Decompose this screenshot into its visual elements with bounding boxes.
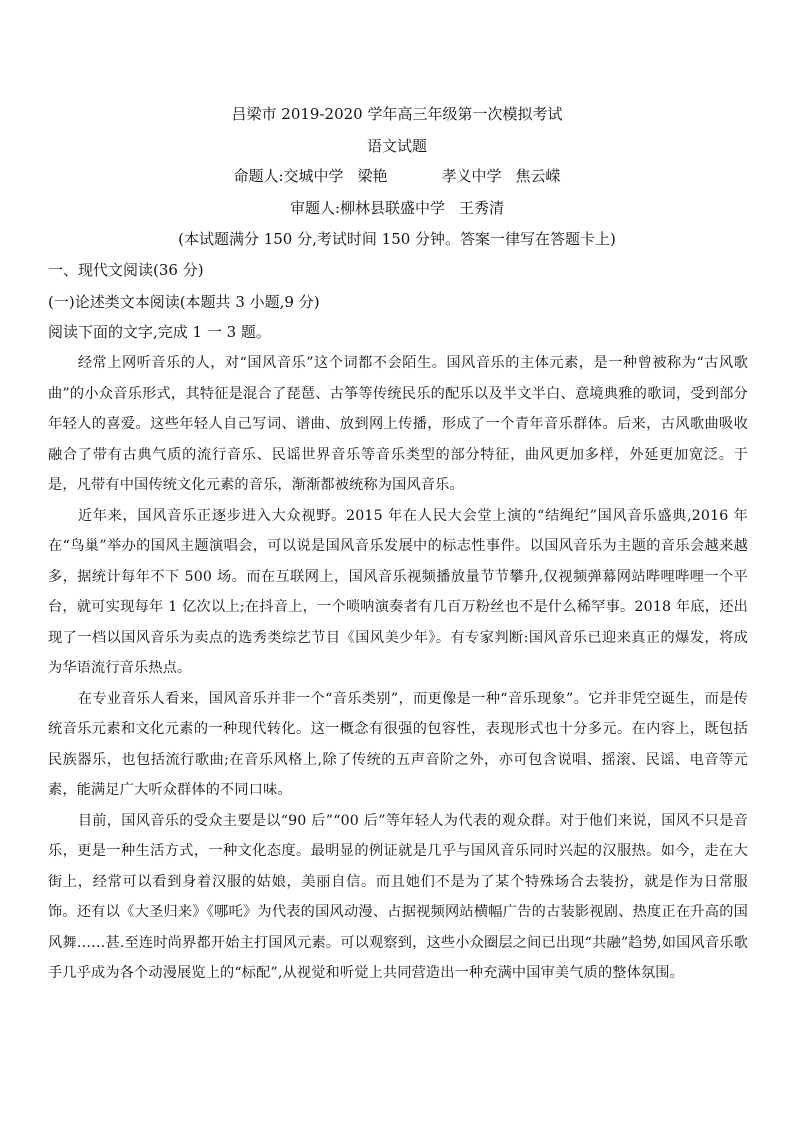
section-heading: 一、现代文阅读(36 分): [48, 261, 204, 279]
reviewer-label: 审题人:: [289, 199, 341, 217]
passage-paragraph: 近年来，国风音乐正逐步进入大众视野。2015 年在人民大会堂上演的“结绳纪”国风音乐盛典,2016 年在“鸟巢”举办的国风主题演唱会，可以说是国风音乐发展中的标志性事件。以国风音乐为主题的音乐会越来越多，据统计每年不下 500 场。而在互联网上，国风音乐视频播放量节节攀升,仅视频弹幕网站哔哩哔哩一个平台，就可实现每年 1 亿次以上;在抖音上，一个唢呐演奏者有几百万粉丝也不是什么稀罕事。2018 年底，还出现了一档以国风音乐为卖点的选秀类综艺节目《国风美少年》。有专家判断:国风音乐已迎来真正的爆发，将成为华语流行音乐热点。: [48, 507, 748, 676]
reviewer-school: 柳林县联盛中学: [340, 199, 446, 217]
setter1-name: 梁艳: [357, 167, 388, 185]
setter2-school: 孝义中学: [441, 167, 502, 185]
exam-title: 吕梁市 2019-2020 学年高三年级第一次模拟考试: [231, 105, 563, 123]
reading-passage: [48, 348, 748, 989]
setters-label: 命题人:: [233, 167, 284, 185]
reading-instruction: 阅读下面的文字,完成 1 一 3 题。: [48, 323, 271, 341]
passage-paragraph: 在专业音乐人看来，国风音乐并非一个“音乐类别”，而更像是一种“音乐现象”。它并非凭空诞生，而是传统音乐元素和文化元素的一种现代转化。这一概念有很强的包容性，表现形式也十分多元。在内容上，既包括民族器乐，也包括流行歌曲;在音乐风格上,除了传统的五声音阶之外，亦可包含说唱、摇滚、民谣、电音等元素，能满足广大听众群体的不同口味。: [48, 690, 748, 798]
setter1-school: 交城中学: [283, 167, 344, 185]
passage-paragraph: 经常上网听音乐的人，对“国风音乐”这个词都不会陌生。国风音乐的主体元素，是一种曾被称为“古风歌曲”的小众音乐形式，其特征是混合了琵琶、古筝等传统民乐的配乐以及半文半白、意境典雅的歌词，受到部分年轻人的喜爱。这些年轻人自己写词、谱曲、放到网上传播，形成了一个青年音乐群体。后来，古风歌曲吸收融合了带有古典气质的流行音乐、民谣世界音乐等音乐类型的部分特征，曲风更加多样，外延更加宽泛。于是，凡带有中国传统文化元素的音乐，渐渐都被统称为国风音乐。: [48, 355, 748, 493]
setters-line: [0, 166, 794, 186]
reviewer-line: [0, 198, 794, 218]
subsection-heading: (一)论述类文本阅读(本题共 3 小题,9 分): [48, 293, 320, 311]
exam-note: (本试题满分 150 分,考试时间 150 分钟。答案一律写在答题卡上): [178, 230, 616, 248]
passage-paragraph: 目前，国风音乐的受众主要是以“90 后”“00 后”等年轻人为代表的观众群。对于他们来说，国风不只是音乐，更是一种生活方式，一种文化态度。最明显的例证就是几乎与国风音乐同时兴起的汉服热。如今，走在大街上，经常可以看到身着汉服的姑娘，美丽自信。而且她们不是为了某个特殊场合去装扮，就是作为日常服饰。还有以《大圣归来》《哪吒》为代表的国风动漫、占据视频网站横幅广告的古装影视剧、热度正在升高的国风舞……甚.至连时尚界都开始主打国风元素。可以观察到，这些小众圈层之间已出现“共融”趋势,如国风音乐歌手几乎成为各个动漫展览上的“标配”,从视觉和听觉上共同营造出一种充满中国审美气质的整体氛围。: [48, 812, 748, 981]
exam-subject: 语文试题: [366, 137, 427, 155]
setter2-name: 焦云嵘: [515, 167, 561, 185]
reviewer-name: 王秀清: [459, 199, 505, 217]
